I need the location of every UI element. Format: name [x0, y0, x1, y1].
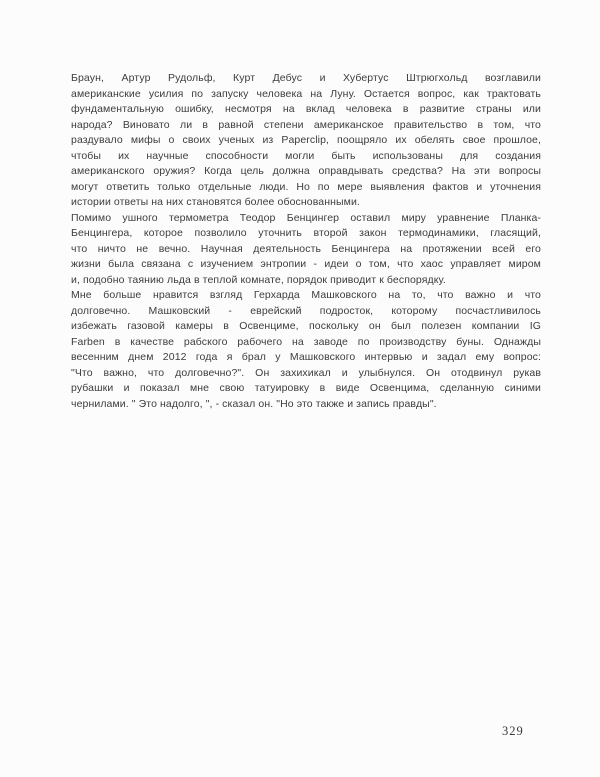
page-number: 329: [502, 724, 524, 738]
text-line: рубашки и показал мне свою татуировку в виде Освенцима, сделанную синими: [71, 382, 541, 394]
paragraph: [71, 211, 541, 289]
text-line: и, подобно таянию льда в теплой комнате, порядок приводит к беспорядку.: [71, 273, 446, 286]
text-line: могут ответить только отдельные люди. Но по мере выявления фактов и уточнения: [71, 180, 541, 193]
text-line: "Что важно, что долговечно?". Он захихикал и улыбнулся. Он отодвинул рукав: [71, 366, 541, 379]
text-line: жизни была связана с изучением энтропии - идеи о том, что хаос управляет миром: [71, 258, 541, 270]
text-line: американского оружия? Когда цель должна оправдывать средства? На эти вопросы: [71, 165, 541, 177]
text-line: фундаментальную ошибку, несмотря на вклад человека в развитие страны или: [71, 103, 541, 115]
text-line: весенним днем 2012 года я брал у Машковского интервью и задал ему вопрос:: [71, 351, 541, 363]
text-line: Браун, Артур Рудольф, Курт Дебус и Хубертус Штрюгхольд возглавили: [71, 72, 541, 84]
text-line: Farben в качестве рабского рабочего на заводе по производству буны. Однажды: [71, 335, 541, 348]
paragraph: [71, 71, 541, 211]
body-text: [71, 71, 541, 412]
text-line: долговечно. Машковский - еврейский подросток, которому посчастливилось: [71, 304, 541, 317]
text-line: Мне больше нравится взгляд Герхарда Машковского на то, что важно и что: [71, 289, 541, 301]
paragraph: [71, 288, 541, 412]
text-line: что ничто не вечно. Научная деятельность Бенцингера на протяжении всей его: [71, 242, 541, 255]
text-line: избежать газовой камеры в Освенциме, поскольку он был полезен компании IG: [71, 320, 541, 332]
text-line: народа? Виновато ли в равной степени американское правительство в том, что: [71, 118, 541, 131]
text-line: истории ответы на них становятся более обоснованными.: [71, 196, 360, 208]
text-line: Бенцингера, которое позволило уточнить второй закон термодинамики, гласящий,: [71, 227, 541, 239]
text-line: чтобы их научные способности могли быть использованы для создания: [71, 149, 541, 162]
text-line: Помимо ушного термометра Теодор Бенцингер оставил миру уравнение Планка-: [71, 211, 541, 224]
text-line: чернилами. " Это надолго, ", - сказал он. "Но это также и запись правды".: [71, 397, 437, 410]
text-line: американские усилия по запуску человека на Луну. Остается вопрос, как трактовать: [71, 87, 541, 100]
text-line: раздувало мифы о своих ученых из Paperclip, поощряло их обелять свое прошлое,: [71, 134, 541, 146]
